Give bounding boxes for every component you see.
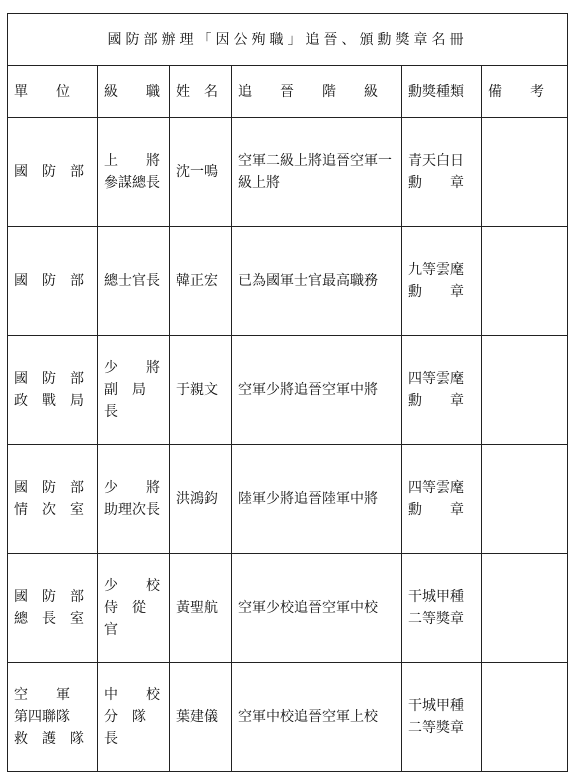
header-promotion: 追 晉 階 級	[232, 66, 402, 118]
cell-name: 于親文	[170, 336, 232, 445]
cell-name: 黃聖航	[170, 554, 232, 663]
cell-rank	[98, 118, 170, 227]
cell-promotion: 空軍二級上將追晉空軍一級上將	[232, 118, 402, 227]
award-line: 勳 章	[408, 175, 464, 191]
table-row	[8, 227, 568, 336]
cell-award	[402, 663, 482, 772]
cell-remark	[482, 118, 568, 227]
unit-line: 情 次 室	[14, 502, 84, 518]
cell-remark	[482, 554, 568, 663]
award-line: 干城甲種	[408, 698, 464, 714]
rank-line: 副 局 長	[104, 382, 160, 420]
table-row	[8, 445, 568, 554]
cell-promotion: 陸軍少將追晉陸軍中將	[232, 445, 402, 554]
cell-unit	[8, 227, 98, 336]
cell-promotion: 空軍中校追晉空軍上校	[232, 663, 402, 772]
cell-remark	[482, 336, 568, 445]
rank-line: 侍 從 官	[104, 600, 160, 638]
cell-remark	[482, 445, 568, 554]
unit-line: 國 防 部	[14, 480, 84, 496]
rank-line: 少 將	[104, 480, 160, 496]
rank-line: 助理次長	[104, 502, 160, 518]
unit-line: 空 軍	[14, 687, 70, 703]
cell-rank	[98, 445, 170, 554]
cell-name: 洪鴻鈞	[170, 445, 232, 554]
cell-award	[402, 118, 482, 227]
cell-promotion: 已為國軍士官最高職務	[232, 227, 402, 336]
unit-line: 國 防 部	[14, 589, 84, 605]
cell-rank	[98, 554, 170, 663]
cell-unit	[8, 336, 98, 445]
cell-award	[402, 445, 482, 554]
header-remark: 備 考	[482, 66, 568, 118]
cell-rank	[98, 336, 170, 445]
table-row	[8, 554, 568, 663]
cell-name: 沈一鳴	[170, 118, 232, 227]
unit-line: 國 防 部	[14, 371, 84, 387]
cell-rank	[98, 663, 170, 772]
rank-line: 參謀總長	[104, 175, 160, 191]
award-line: 四等雲麾	[408, 371, 464, 387]
table-row	[8, 336, 568, 445]
header-unit: 單 位	[8, 66, 98, 118]
unit-line: 救 護 隊	[14, 731, 84, 747]
rank-line: 少 將	[104, 360, 160, 376]
award-line: 九等雲麾	[408, 262, 464, 278]
rank-line: 中 校	[104, 687, 160, 703]
award-line: 勳 章	[408, 502, 464, 518]
document-title: 國防部辦理「因公殉職」追晉、頒勳獎章名冊	[8, 14, 568, 66]
cell-unit	[8, 663, 98, 772]
header-rank: 級 職	[98, 66, 170, 118]
award-line: 勳 章	[408, 393, 464, 409]
header-award: 勳獎種類	[402, 66, 482, 118]
header-name: 姓 名	[170, 66, 232, 118]
award-line: 青天白日	[408, 153, 464, 169]
cell-name: 韓正宏	[170, 227, 232, 336]
rank-line: 少 校	[104, 578, 160, 594]
cell-remark	[482, 663, 568, 772]
cell-name: 葉建儀	[170, 663, 232, 772]
cell-unit	[8, 554, 98, 663]
unit-line: 國 防 部	[14, 273, 84, 289]
header-row	[8, 66, 568, 118]
unit-line: 第四聯隊	[14, 709, 70, 725]
award-line: 勳 章	[408, 284, 464, 300]
rank-line: 分 隊 長	[104, 709, 160, 747]
rank-line: 上 將	[104, 153, 160, 169]
table-row	[8, 118, 568, 227]
award-line: 二等獎章	[408, 611, 464, 627]
unit-line: 國 防 部	[14, 164, 84, 180]
cell-promotion: 空軍少校追晉空軍中校	[232, 554, 402, 663]
award-line: 二等獎章	[408, 720, 464, 736]
rank-line: 總士官長	[104, 273, 160, 289]
award-line: 干城甲種	[408, 589, 464, 605]
unit-line: 總 長 室	[14, 611, 84, 627]
cell-award	[402, 227, 482, 336]
cell-unit	[8, 118, 98, 227]
cell-remark	[482, 227, 568, 336]
unit-line: 政 戰 局	[14, 393, 84, 409]
cell-rank	[98, 227, 170, 336]
table-row	[8, 663, 568, 772]
cell-unit	[8, 445, 98, 554]
cell-promotion: 空軍少將追晉空軍中將	[232, 336, 402, 445]
award-line: 四等雲麾	[408, 480, 464, 496]
cell-award	[402, 336, 482, 445]
roster-table	[7, 13, 568, 772]
cell-award	[402, 554, 482, 663]
